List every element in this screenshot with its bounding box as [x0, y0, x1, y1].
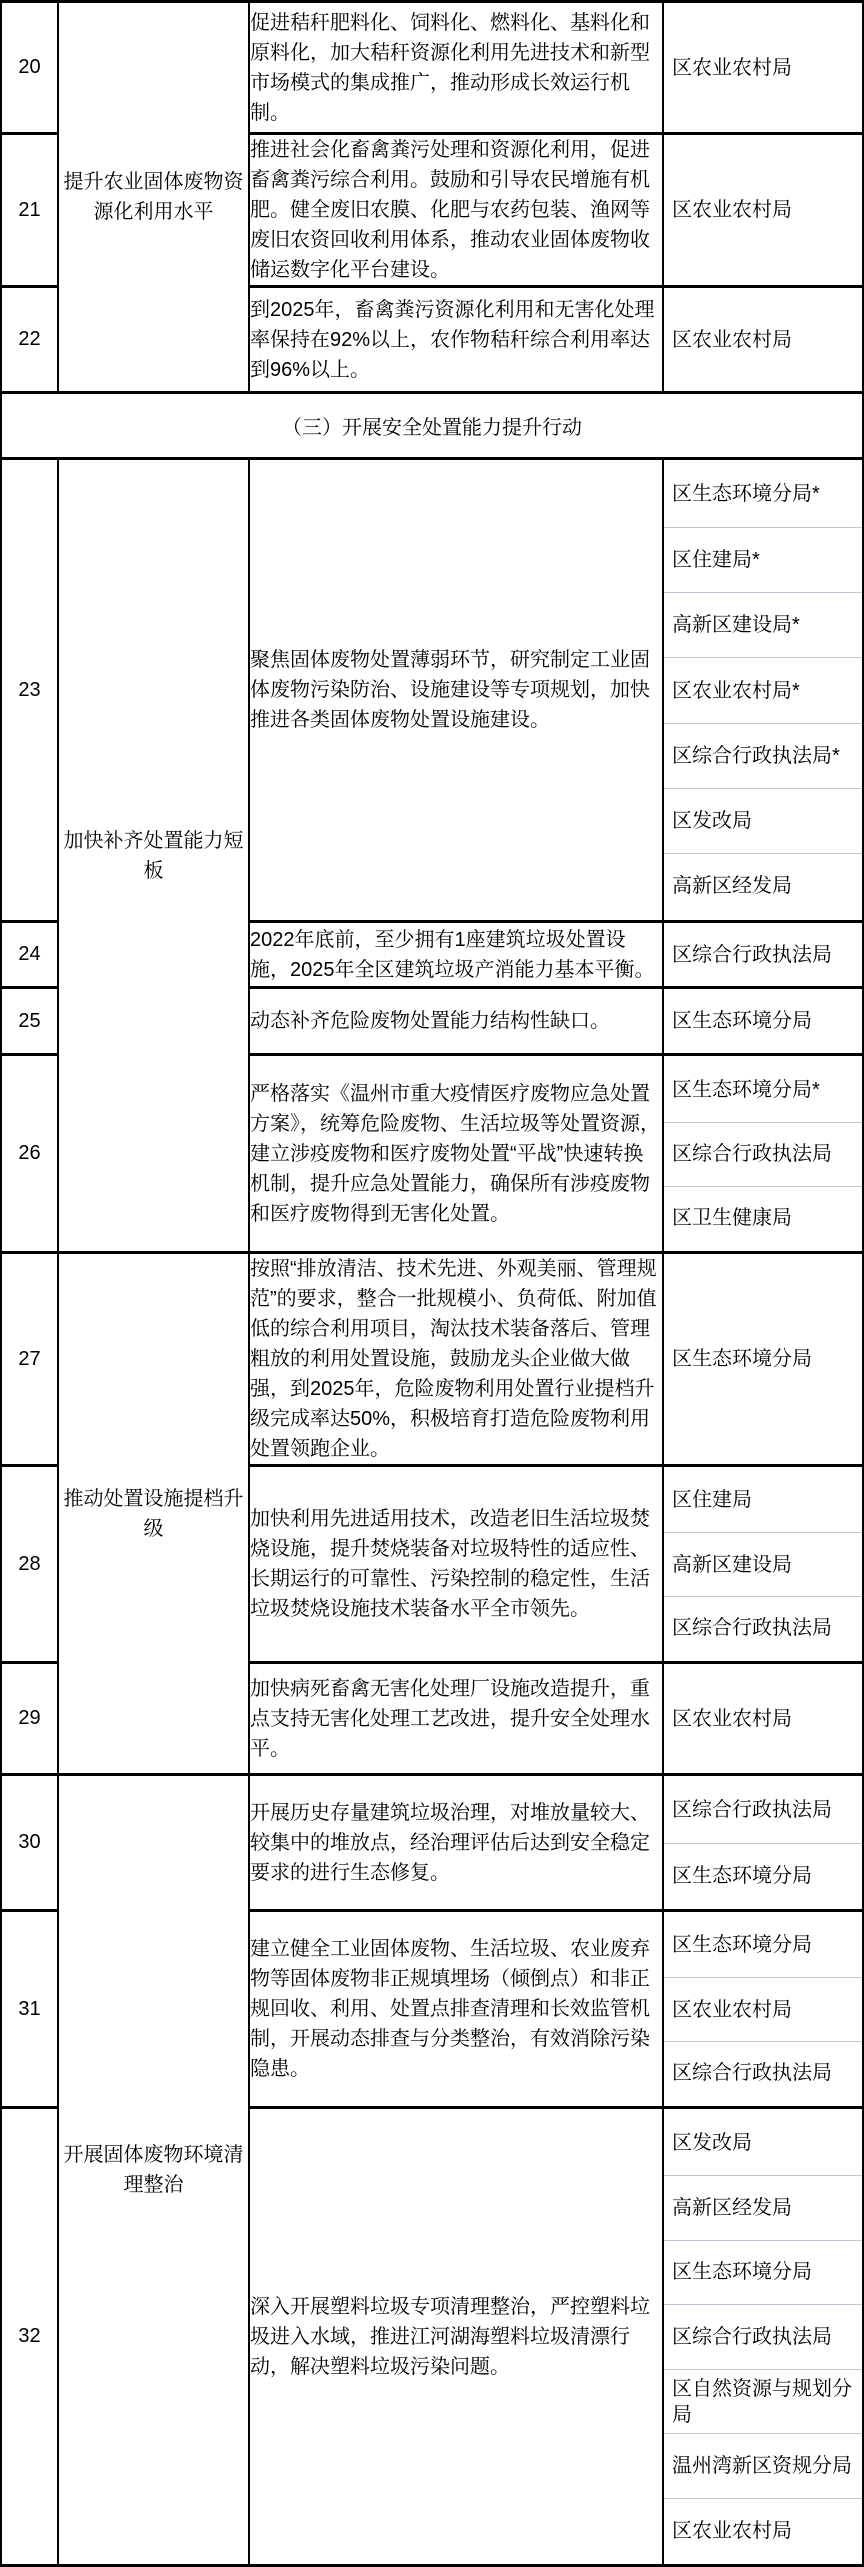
- department-list: [664, 991, 862, 1052]
- department-list: [664, 1914, 862, 2105]
- department-list: [664, 925, 862, 985]
- row-number-cell: 31: [1, 1911, 58, 2108]
- row-number-cell: 20: [1, 2, 58, 134]
- row-number-cell: 28: [1, 1466, 58, 1663]
- task-cell: 聚焦固体废物处置薄弱环节，研究制定工业固体废物污染防治、设施建设等专项规划，加快推进各类固体废物处置设施建设。: [249, 459, 663, 922]
- department-item: 区农业农村局: [664, 1977, 862, 2041]
- department-item: 区生态环境分局: [672, 1010, 812, 1032]
- task-cell: 加快病死畜禽无害化处理厂设施改造提升，重点支持无害化处理工艺改进，提升安全处理水平。: [249, 1663, 663, 1775]
- department-list: [664, 5, 862, 131]
- departments-cell: [663, 2108, 863, 2566]
- department-item: 区住建局: [672, 1489, 752, 1512]
- departments-cell: [663, 1775, 863, 1911]
- table-row: [1, 2, 863, 134]
- department-item: 区农业农村局: [664, 2498, 862, 2563]
- department-list: [664, 1778, 862, 1908]
- departments-cell: [663, 2, 863, 134]
- row-number-cell: 26: [1, 1055, 58, 1253]
- task-cell: 促进秸秆肥料化、饲料化、燃料化、基料化和原料化，加大秸秆资源化利用先进技术和新型市场模式的集成推广，推动形成长效运行机制。: [249, 2, 663, 134]
- department-item: 区农业农村局: [672, 199, 792, 221]
- department-item: 区自然资源与规划分局: [664, 2369, 862, 2434]
- department-item: 区住建局*: [664, 527, 862, 592]
- department-list: [664, 145, 862, 275]
- departments-cell: [663, 1911, 863, 2108]
- department-item: 区卫生健康局: [664, 1186, 862, 1250]
- table-row: [1, 1775, 863, 1911]
- row-number-cell: 24: [1, 922, 58, 988]
- departments-cell: [663, 1055, 863, 1253]
- section-header-row: [1, 393, 863, 459]
- task-cell: 建立健全工业固体废物、生活垃圾、农业废弃物等固体废物非正规填埋场（倾倒点）和非正规回收、利用、处置点排查清理和长效监管机制，开展动态排查与分类整治，有效消除污染隐患。: [249, 1911, 663, 2108]
- department-item: 高新区经发局: [664, 2175, 862, 2240]
- department-item: 区综合行政执法局: [664, 1596, 862, 1660]
- department-item: 区农业农村局: [672, 328, 792, 351]
- row-number-cell: 23: [1, 459, 58, 922]
- department-item: 区农业农村局: [672, 1707, 792, 1730]
- row-number-cell: 27: [1, 1253, 58, 1466]
- department-item: 区生态环境分局*: [672, 1078, 820, 1101]
- department-item: 区生态环境分局: [664, 2240, 862, 2305]
- row-number-cell: 32: [1, 2108, 58, 2566]
- task-cell: 2022年底前，至少拥有1座建筑垃圾处置设施，2025年全区建筑垃圾产消能力基本平衡。: [249, 922, 663, 988]
- task-cell: 按照“排放清洁、技术先进、外观美丽、管理规范”的要求，整合一批规模小、负荷低、附加值低的综合利用项目，淘汰技术装备落后、管理粗放的利用处置设施，鼓励龙头企业做大做强，到2025年，危险废物利用处置行业提档升级完成率达50%，积极培育打造危险废物利用处置领跑企业。: [249, 1253, 663, 1466]
- department-item: 区综合行政执法局: [672, 1799, 832, 1821]
- department-item: 高新区建设局: [664, 1532, 862, 1596]
- departments-cell: [663, 134, 863, 287]
- table-row: [1, 1253, 863, 1466]
- department-item: 区发改局: [664, 788, 862, 853]
- departments-cell: [663, 922, 863, 988]
- category-cell: 加快补齐处置能力短板: [58, 459, 249, 1253]
- department-item: 区综合行政执法局*: [664, 723, 862, 788]
- table-row: [1, 459, 863, 922]
- row-number-cell: 22: [1, 287, 58, 393]
- department-item: 温州湾新区资规分局: [664, 2433, 862, 2498]
- department-list: [664, 2111, 862, 2563]
- category-cell: 开展固体废物环境清理整治: [58, 1775, 249, 2566]
- department-item: 区农业农村局: [672, 56, 792, 79]
- row-number-cell: 30: [1, 1775, 58, 1911]
- department-item: 高新区建设局*: [664, 592, 862, 657]
- department-list: [664, 1058, 862, 1250]
- task-cell: 动态补齐危险废物处置能力结构性缺口。: [249, 988, 663, 1055]
- section-header-label: （三）开展安全处置能力提升行动: [1, 393, 863, 459]
- department-item: 区综合行政执法局: [664, 2304, 862, 2369]
- category-cell: 推动处置设施提档升级: [58, 1253, 249, 1775]
- department-item: 区生态环境分局: [672, 1348, 812, 1370]
- action-plan-table-body: [1, 2, 863, 2566]
- row-number-cell: 21: [1, 134, 58, 287]
- department-item: 区生态环境分局: [664, 1843, 862, 1908]
- departments-cell: [663, 1253, 863, 1466]
- department-item: 区生态环境分局*: [672, 483, 820, 506]
- departments-cell: [663, 1466, 863, 1663]
- department-item: 区综合行政执法局: [664, 2041, 862, 2105]
- task-cell: 深入开展塑料垃圾专项清理整治，严控塑料垃圾进入水域，推进江河湖海塑料垃圾清漂行动，解决塑料垃圾污染问题。: [249, 2108, 663, 2566]
- department-list: [664, 1666, 862, 1772]
- row-number-cell: 29: [1, 1663, 58, 1775]
- departments-cell: [663, 287, 863, 393]
- row-number-cell: 25: [1, 988, 58, 1055]
- task-cell: 到2025年，畜禽粪污资源化利用和无害化处理率保持在92%以上，农作物秸秆综合利用率达到96%以上。: [249, 287, 663, 393]
- task-cell: 开展历史存量建筑垃圾治理，对堆放量较大、较集中的堆放点，经治理评估后达到安全稳定要求的进行生态修复。: [249, 1775, 663, 1911]
- category-cell: 提升农业固体废物资源化利用水平: [58, 2, 249, 393]
- department-list: [664, 462, 862, 919]
- departments-cell: [663, 1663, 863, 1775]
- department-list: [664, 290, 862, 390]
- department-item: 区农业农村局*: [664, 657, 862, 722]
- department-item: 区生态环境分局: [672, 1934, 812, 1957]
- department-item: 区综合行政执法局: [672, 943, 832, 966]
- task-cell: 严格落实《温州市重大疫情医疗废物应急处置方案》，统筹危险废物、生活垃圾等处置资源，建立涉疫废物和医疗废物处置“平战”快速转换机制，提升应急处置能力，确保所有涉疫废物和医疗废物得到无害化处置。: [249, 1055, 663, 1253]
- task-cell: 推进社会化畜禽粪污处理和资源化利用，促进畜禽粪污综合利用。鼓励和引导农民增施有机肥。健全废旧农膜、化肥与农药包装、渔网等废旧农资回收利用体系，推动农业固体废物收储运数字化平台建设。: [249, 134, 663, 287]
- department-item: 区综合行政执法局: [664, 1122, 862, 1186]
- departments-cell: [663, 459, 863, 922]
- department-list: [664, 1270, 862, 1449]
- task-cell: 加快利用先进适用技术，改造老旧生活垃圾焚烧设施，提升焚烧装备对垃圾特性的适应性、长期运行的可靠性、污染控制的稳定性，生活垃圾焚烧设施技术装备水平全市领先。: [249, 1466, 663, 1663]
- department-item: 区发改局: [672, 2131, 752, 2154]
- department-item: 高新区经发局: [664, 853, 862, 918]
- departments-cell: [663, 988, 863, 1055]
- department-list: [664, 1469, 862, 1660]
